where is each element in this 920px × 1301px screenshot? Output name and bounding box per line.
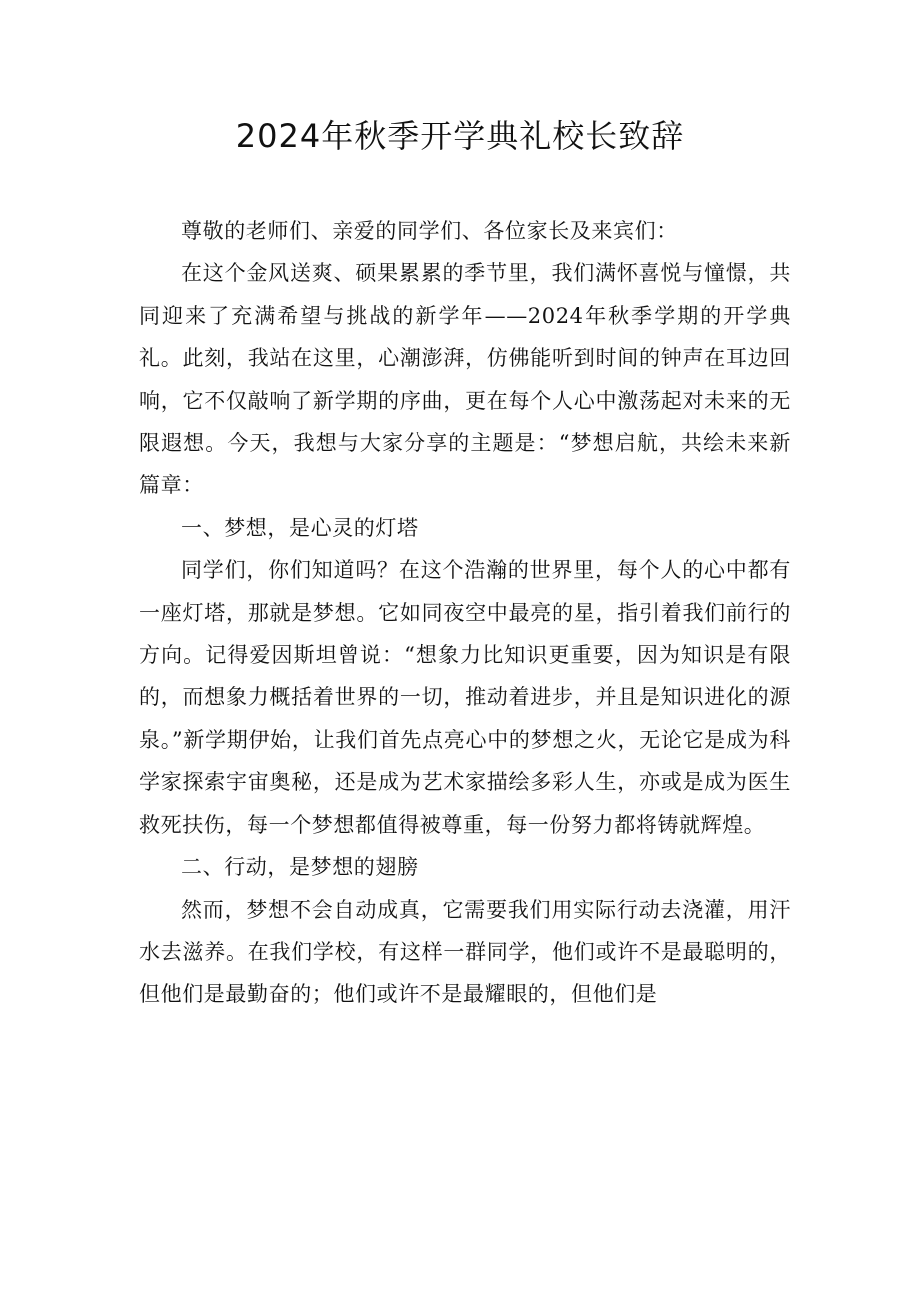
section-paragraph-2: 然而，梦想不会自动成真，它需要我们用实际行动去浇灌，用汗水去滋养。在我们学校，有这样一群同学，他们或许不是最聪明的，但他们是最勤奋的；他们或许不是最耀眼的，但他们是: [139, 897, 791, 1007]
document-body: [139, 210, 791, 1016]
section-heading-1: 一、梦想，是心灵的灯塔: [181, 515, 419, 540]
document-title: 2024年秋季开学典礼校长致辞: [235, 117, 685, 155]
opening-paragraph: 在这个金风送爽、硕果累累的季节里，我们满怀喜悦与憧憬，共同迎来了充满希望与挑战的新学年——2024年秋季学期的开学典礼。此刻，我站在这里，心潮澎湃，仿佛能听到时间的钟声在耳边回响，它不仅敲响了新学期的序曲，更在每个人心中激荡起对未来的无限遐想。今天，我想与大家分享的主题是：“梦想启航，共绘未来新篇章：: [139, 261, 791, 498]
section-paragraph-1: 同学们，你们知道吗？在这个浩瀚的世界里，每个人的心中都有一座灯塔，那就是梦想。它如同夜空中最亮的星，指引着我们前行的方向。记得爱因斯坦曾说：“想象力比知识更重要，因为知识是有限的，而想象力概括着世界的一切，推动着进步，并且是知识进化的源泉。”新学期伊始，让我们首先点亮心中的梦想之火，无论它是成为科学家探索宇宙奥秘，还是成为艺术家描绘多彩人生，亦或是成为医生救死扶伤，每一个梦想都值得被尊重，每一份努力都将铸就辉煌。: [139, 558, 791, 837]
section-heading-2: 二、行动，是梦想的翅膀: [181, 855, 419, 880]
salutation-paragraph: 尊敬的老师们、亲爱的同学们、各位家长及来宾们：: [181, 219, 678, 243]
